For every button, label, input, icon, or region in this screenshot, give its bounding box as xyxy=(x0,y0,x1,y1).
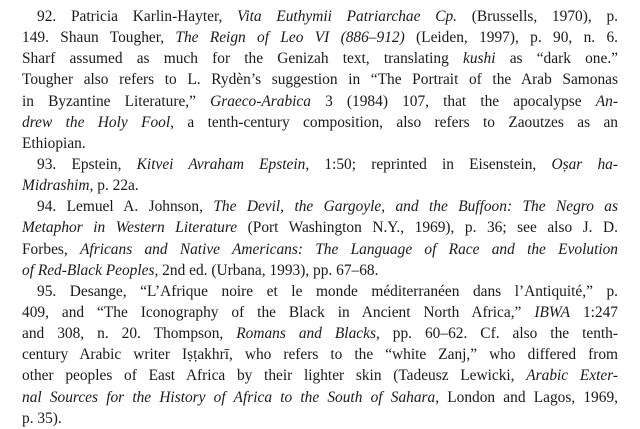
footnote-line xyxy=(22,387,618,408)
text-run: 95. Desange, “L’Afrique noire et le monde méditerranéen dans l’Antiquité,” p. xyxy=(37,282,618,300)
footnote-92 xyxy=(22,6,618,154)
text-run: 2nd ed. (Urbana, 1993), pp. 67–68. xyxy=(158,261,379,279)
text-run: (Leiden, 1997), p. 90, n. 6. xyxy=(404,29,618,47)
footnote-line xyxy=(22,91,618,112)
italic-text: of Red-Black Peoples, xyxy=(22,261,159,279)
italic-text: IBWA xyxy=(534,303,571,321)
italic-text: Arabic Exter- xyxy=(526,367,618,385)
italic-text: Romans and Blacks xyxy=(236,325,376,343)
italic-text: kushi xyxy=(463,50,496,68)
text-run: , pp. 60–62. Cf. also the tenth- xyxy=(375,325,618,343)
footnote-line xyxy=(22,154,618,175)
text-run: 93. Epstein, xyxy=(37,155,137,173)
italic-text: An- xyxy=(595,92,618,110)
footnote-line xyxy=(22,344,618,365)
footnote-line xyxy=(22,260,618,281)
italic-text: The Reign of Leo VI (886–912) xyxy=(175,29,405,47)
footnote-line xyxy=(22,323,618,344)
text-run: 94. Lemuel A. Johnson, xyxy=(37,198,214,216)
text-run: 92. Patricia Karlin-Hayter, xyxy=(37,8,238,25)
italic-text: The Devil, the Gargoyle, and the Buffoon: The Negro as xyxy=(213,198,618,216)
footnote-line xyxy=(22,133,618,154)
footnote-line xyxy=(22,408,618,429)
text-run: , a tenth-century composition, also refers to Zaoutzes as an xyxy=(170,113,618,131)
footnote-line xyxy=(22,239,618,260)
text-run: Forbes, xyxy=(22,240,81,258)
text-run: other peoples of East Africa by their lighter skin (Tadeusz Lewicki, xyxy=(22,367,527,385)
footnote-line xyxy=(22,112,618,133)
italic-text: Kitvei Avraham Epstein xyxy=(136,155,306,173)
text-run: , p. 22a. xyxy=(89,177,139,195)
italic-text: Metaphor in Western Literature xyxy=(22,219,238,237)
footnote-line xyxy=(22,302,618,323)
footnote-95 xyxy=(22,281,618,429)
footnote-94 xyxy=(22,196,618,281)
text-run: Sharf assumed as much for the Genizah text, translating xyxy=(22,50,464,68)
footnote-line xyxy=(22,196,618,217)
text-run: (Brussells, 1970), p. xyxy=(457,8,618,25)
text-run: (Port Washington N.Y., 1969), p. 36; see also J. D. xyxy=(237,219,618,237)
italic-text: nal Sources for the History of Africa to the South of Sahara xyxy=(22,388,436,406)
italic-text: Midrashim xyxy=(22,177,90,195)
text-run: 3 (1984) 107, that the apocalypse xyxy=(310,92,596,110)
footnote-line xyxy=(22,281,618,302)
italic-text: Oṣar ha- xyxy=(551,155,618,173)
footnote-line xyxy=(22,69,618,90)
text-run: and 308, n. 20. Thompson, xyxy=(22,325,237,343)
footnote-line xyxy=(22,365,618,386)
italic-text: Africans and Native Americans: The Language of Race and the Evolution xyxy=(80,240,619,258)
text-run: 149. Shaun Tougher, xyxy=(22,29,176,47)
footnote-line xyxy=(22,175,618,196)
footnote-line xyxy=(22,48,618,69)
text-run: in Byzantine Literature,” xyxy=(22,92,211,110)
text-run: Ethiopian. xyxy=(22,134,86,152)
italic-text: Vita Euthymii Patriarchae Cp. xyxy=(237,8,458,25)
text-run: p. 35). xyxy=(22,409,62,427)
text-run: , 1:50; reprinted in Eisenstein, xyxy=(305,155,552,173)
text-run: Tougher also refers to L. Rydèn’s suggestion in “The Portrait of the Arab Samonas xyxy=(22,71,618,89)
text-run: 409, and “The Iconography of the Black in Ancient North Africa,” xyxy=(22,303,535,321)
text-run: , London and Lagos, 1969, xyxy=(435,388,618,406)
text-run: 1:247 xyxy=(570,303,619,321)
text-run: as “dark one.” xyxy=(495,50,618,68)
footnote-line xyxy=(22,6,618,27)
italic-text: Graeco-Arabica xyxy=(210,92,311,110)
text-run: century Arabic writer Iṣṭakhrī, who refers to the “white Zanj,” who differed from xyxy=(22,346,618,364)
footnote-93 xyxy=(22,154,618,196)
footnote-line xyxy=(22,217,618,238)
footnote-line xyxy=(22,27,618,48)
italic-text: drew the Holy Fool xyxy=(22,113,171,131)
